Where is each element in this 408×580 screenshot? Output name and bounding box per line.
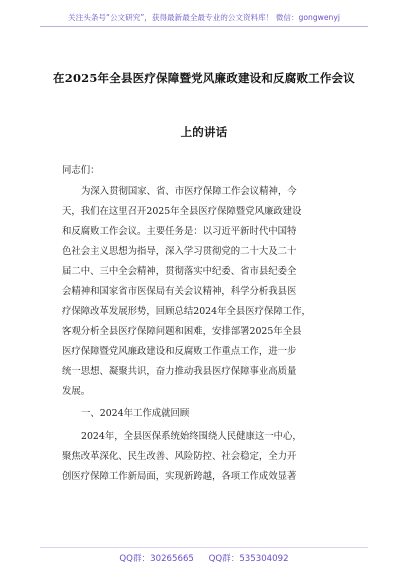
body-line: 色社会主义思想为指导，深入学习贯彻党的二十大及二十 (62, 246, 297, 257)
section-line: 创医疗保障工作新局面，实现新跨越，各项工作成效显著 (62, 471, 297, 482)
footer-divider (40, 547, 368, 548)
salutation: 同志们： (62, 165, 100, 176)
body-line: 统一思想、凝聚共识，奋力推动我县医疗保障事业高质量 (62, 366, 297, 377)
body-line: 届二中、三中全会精神，贯彻落实中纪委、省市县纪委全 (62, 266, 297, 277)
body-line: 医疗保障暨党风廉政建设和反腐败工作重点工作，进一步 (62, 346, 297, 357)
qq-group-1: QQ群：30265665 (119, 554, 194, 564)
title-line-1: 在2025年全县医疗保障暨党风廉政建设和反腐败工作会议 (53, 71, 355, 85)
section-line: 2024年，全县医保系统始终围绕人民健康这一中心， (81, 431, 302, 442)
body-line: 和反腐败工作会议。主要任务是：以习近平新时代中国特 (62, 226, 297, 237)
footer-contact (0, 552, 408, 564)
qq-group-2: QQ群：535304092 (208, 554, 289, 564)
header-note: 关注头条号“公文研究”，获得最新最全最专业的公文资料库！ 微信：gongwenyj (68, 13, 340, 22)
body-line: 为深入贯彻国家、省、市医疗保障工作会议精神，今 (81, 186, 297, 197)
body-line: 天，我们在这里召开2025年全县医疗保障暨党风廉政建设 (62, 206, 302, 217)
section-line: 聚焦改革深化、民生改善、风险防控、社会稳定，全力开 (62, 451, 297, 462)
section-heading: 一、2024年工作成就回顾 (81, 408, 190, 419)
body-line: 疗保障改革发展形势，回顾总结2024年全县医疗保障工作， (62, 306, 311, 317)
body-line: 会精神和国家省市医保局有关会议精神，科学分析我县医 (62, 286, 297, 297)
body-line: 客观分析全县医疗保障问题和困难，安排部署2025年全县 (62, 326, 302, 337)
body-line: 发展。 (62, 386, 91, 397)
title-line-2: 上的讲话 (180, 125, 228, 139)
header-divider (40, 26, 368, 27)
